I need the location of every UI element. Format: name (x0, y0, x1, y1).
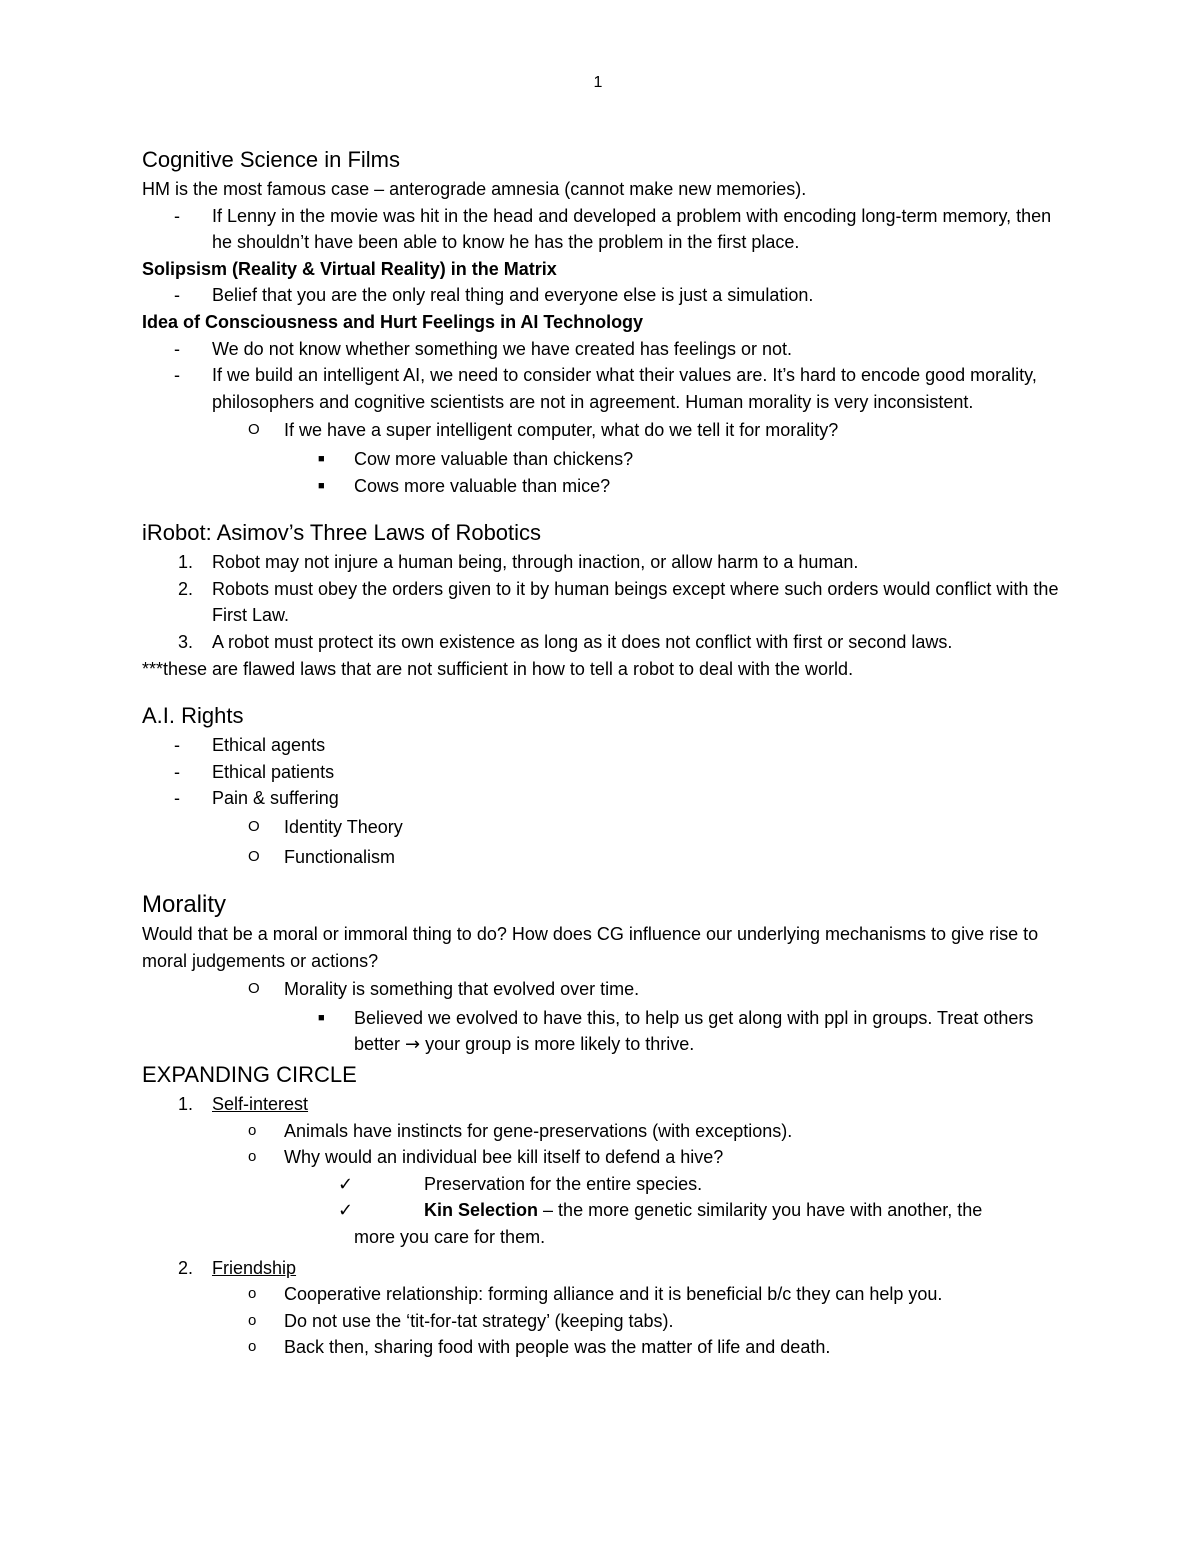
list-item (142, 1005, 1062, 1059)
dash-bullet: - (174, 735, 180, 756)
list-item-text: If we build an intelligent AI, we need to consider what their values are. It’s hard to encode good morality, philosophers and cognitive scientists are not in agreement. Human morality is very inconsistent. (212, 365, 1037, 412)
list-item (142, 362, 1062, 415)
list-item (142, 1118, 1062, 1145)
numbered-item-text: Robots must obey the orders given to it by human beings except where such orders would conflict with the First Law. (212, 578, 1059, 626)
list-item (142, 203, 1062, 256)
list-item (142, 844, 1062, 871)
list-item-text-part: your group is more likely to thrive. (425, 1034, 695, 1055)
list-item (142, 336, 1062, 363)
list-item (142, 1308, 1062, 1335)
square-bullet: ■ (318, 1011, 325, 1024)
note-flawed-laws: ***these are flawed laws that are not sufficient in how to tell a robot to deal with the world. (142, 658, 854, 679)
numbered-item (142, 576, 1062, 629)
item-number: 1. (178, 552, 194, 573)
list-item-text: Cow more valuable than chickens? (354, 448, 634, 469)
numbered-item (142, 549, 1062, 576)
list-item-text: We do not know whether something we have created has feelings or not. (212, 338, 793, 359)
heading-cognitive-science: Cognitive Science in Films (142, 147, 400, 172)
subheading-solipsism: Solipsism (Reality & Virtual Reality) in the Matrix (142, 258, 557, 279)
numbered-item-text: Robot may not injure a human being, through inaction, or allow harm to a human. (212, 552, 859, 573)
list-item (142, 1144, 1062, 1171)
heading-expanding-circle: EXPANDING CIRCLE (142, 1062, 357, 1088)
list-item-text: Pain & suffering (212, 788, 339, 809)
list-item-text: Identity Theory (284, 816, 403, 837)
list-item-text: Functionalism (284, 847, 396, 868)
square-bullet: ■ (318, 452, 325, 465)
dash-bullet: - (174, 205, 180, 226)
circle-bullet: O (248, 817, 260, 835)
list-item (142, 1281, 1062, 1308)
heading-irobot: iRobot: Asimov’s Three Laws of Robotics (142, 520, 542, 546)
list-item (142, 473, 1062, 500)
dash-bullet: - (174, 761, 180, 782)
list-item (142, 1334, 1062, 1361)
numbered-item-text: A robot must protect its own existence as long as it does not conflict with first or second laws. (212, 631, 953, 652)
list-item-text-part: – the more genetic similarity you have with another, the (543, 1200, 983, 1221)
circle-bullet: O (248, 848, 260, 866)
list-item-text: Do not use the ‘tit-for-tat strategy’ (keeping tabs). (284, 1310, 674, 1331)
list-item-text: Why would an individual bee kill itself to defend a hive? (284, 1147, 724, 1168)
list-item-text-part: Believed we evolved to have this, to help us get along with ppl in groups. Treat others better (354, 1007, 1034, 1055)
item-number: 3. (178, 631, 194, 652)
list-item (142, 446, 1062, 473)
circle-bullet: o (248, 1311, 257, 1329)
list-item (142, 282, 1062, 309)
dash-bullet: - (174, 285, 180, 306)
item-number: 2. (178, 578, 194, 599)
dash-bullet: - (174, 365, 180, 386)
numbered-item (142, 629, 1062, 656)
check-icon: ✓ (338, 1173, 354, 1194)
list-item (142, 759, 1062, 786)
list-item-text (354, 1005, 1062, 1059)
list-item (142, 976, 1062, 1003)
heading-morality: Morality (142, 891, 227, 919)
list-item (142, 785, 1062, 812)
paragraph-hm: HM is the most famous case – anterograde amnesia (cannot make new memories). (142, 179, 807, 199)
list-item (142, 814, 1062, 841)
arrow-right-icon: → (405, 1034, 421, 1056)
subheading-consciousness: Idea of Consciousness and Hurt Feelings in AI Technology (142, 311, 644, 332)
check-icon: ✓ (338, 1200, 354, 1221)
list-item-text: Belief that you are the only real thing and everyone else is just a simulation. (212, 285, 814, 306)
list-item-text: Cooperative relationship: forming alliance and it is beneficial b/c they can help you. (284, 1284, 943, 1305)
circle-bullet: o (248, 1121, 257, 1139)
list-item (142, 1171, 1062, 1198)
square-bullet: ■ (318, 479, 325, 492)
term-kin-selection: Kin Selection (424, 1200, 539, 1221)
circle-bullet: o (248, 1285, 257, 1303)
list-item-text: If we have a super intelligent computer, what do we tell it for morality? (284, 420, 839, 441)
list-item-text: Preservation for the entire species. (424, 1173, 703, 1194)
numbered-item (142, 1091, 1062, 1118)
list-item (142, 732, 1062, 759)
list-item-text: Back then, sharing food with people was the matter of life and death. (284, 1337, 831, 1358)
list-item-text: Cows more valuable than mice? (354, 475, 611, 496)
list-item-text: If Lenny in the movie was hit in the head and developed a problem with encoding long-term memory, then he shouldn’t have been able to know he has the problem in the first place. (212, 205, 1052, 253)
numbered-item-label: Self-interest (212, 1094, 309, 1115)
circle-bullet: o (248, 1148, 257, 1166)
circle-bullet: O (248, 980, 260, 998)
list-item-text: Animals have instincts for gene-preservations (with exceptions). (284, 1120, 793, 1141)
list-item-text (424, 1197, 1062, 1224)
paragraph-morality: Would that be a moral or immoral thing to do? How does CG influence our underlying mechanisms to give rise to moral judgements or actions? (142, 924, 1039, 971)
heading-ai-rights: A.I. Rights (142, 703, 244, 729)
numbered-item (142, 1255, 1062, 1282)
circle-bullet: o (248, 1338, 257, 1356)
circle-bullet: O (248, 421, 260, 439)
item-number: 2. (178, 1257, 194, 1278)
list-item-text: Ethical patients (212, 761, 335, 782)
numbered-item-label: Friendship (212, 1257, 297, 1278)
list-item-text: Morality is something that evolved over time. (284, 979, 640, 1000)
list-item-text: Ethical agents (212, 735, 326, 756)
dash-bullet: - (174, 338, 180, 359)
dash-bullet: - (174, 788, 180, 809)
list-item-continuation: more you care for them. (354, 1227, 546, 1247)
item-number: 1. (178, 1094, 194, 1115)
list-item (142, 1197, 1062, 1224)
page-number: 1 (593, 74, 603, 91)
document-body (142, 144, 1062, 1361)
list-item (142, 417, 1062, 444)
